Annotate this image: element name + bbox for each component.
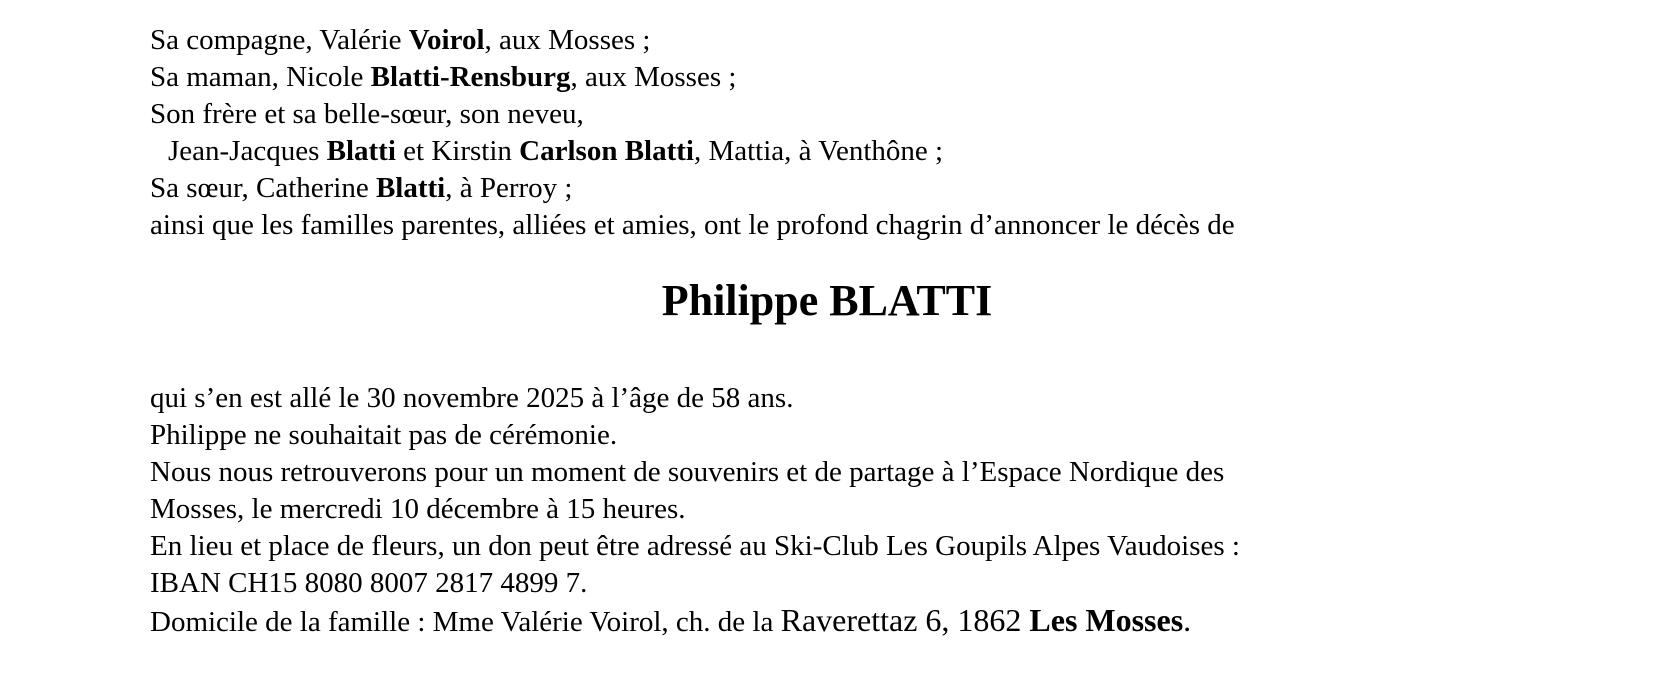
text-line <box>150 565 1504 602</box>
text-segment: En lieu et place de fleurs, un don peut être adressé au Ski-Club Les Goupils Alpes Vaudoises : <box>150 530 1240 562</box>
text-line <box>150 602 1504 641</box>
text-segment: Sa maman, Nicole <box>150 61 371 93</box>
text-segment: Sa compagne, Valérie <box>150 24 409 56</box>
name-emphasis: Les Mosses <box>1029 602 1184 638</box>
text-line <box>150 22 1504 59</box>
text-segment: et Kirstin <box>395 135 520 167</box>
text-segment: Mosses, le mercredi 10 décembre à 15 heures. <box>150 493 686 525</box>
text-segment: , aux Mosses ; <box>484 24 651 56</box>
name-emphasis: Carlson Blatti <box>519 135 694 167</box>
intro-paragraph <box>150 22 1504 244</box>
text-line <box>150 528 1504 565</box>
text-segment: Philippe ne souhaitait pas de cérémonie. <box>150 419 618 451</box>
details-paragraph <box>150 380 1504 641</box>
text-line <box>150 133 1504 170</box>
name-emphasis: Blatti-Rensburg <box>370 61 571 93</box>
text-segment: Sa sœur, Catherine <box>150 172 376 204</box>
text-line <box>150 207 1504 244</box>
text-line <box>150 96 1504 133</box>
deceased-name-heading: Philippe BLATTI <box>661 276 993 325</box>
name-emphasis: Blatti <box>375 172 446 204</box>
text-line <box>150 170 1504 207</box>
text-segment: , Mattia, à Venthône ; <box>693 135 944 167</box>
text-segment: Raverettaz 6, 1862 <box>780 602 1030 638</box>
text-line <box>150 491 1504 528</box>
text-segment: , aux Mosses ; <box>570 61 737 93</box>
text-segment: , à Perroy ; <box>445 172 573 204</box>
text-segment: Son frère et sa belle-sœur, son neveu, <box>150 98 584 130</box>
text-line <box>150 59 1504 96</box>
text-segment: qui s’en est allé le 30 novembre 2025 à l’âge de 58 ans. <box>150 382 794 414</box>
text-segment: Jean-Jacques <box>168 135 327 167</box>
text-segment: ainsi que les familles parentes, alliées et amies, ont le profond chagrin d’annoncer le décès de <box>150 209 1235 241</box>
text-segment: Nous nous retrouverons pour un moment de souvenirs et de partage à l’Espace Nordique des <box>150 456 1225 488</box>
text-line <box>150 454 1504 491</box>
name-emphasis: Voirol <box>408 24 485 56</box>
text-segment: IBAN CH15 8080 8007 2817 4899 7. <box>150 567 588 599</box>
text-line <box>150 380 1504 417</box>
name-emphasis: Blatti <box>326 135 396 167</box>
text-segment: Domicile de la famille : Mme Valérie Voirol, ch. de la <box>150 606 781 638</box>
text-line <box>150 417 1504 454</box>
text-segment: . <box>1183 602 1192 638</box>
